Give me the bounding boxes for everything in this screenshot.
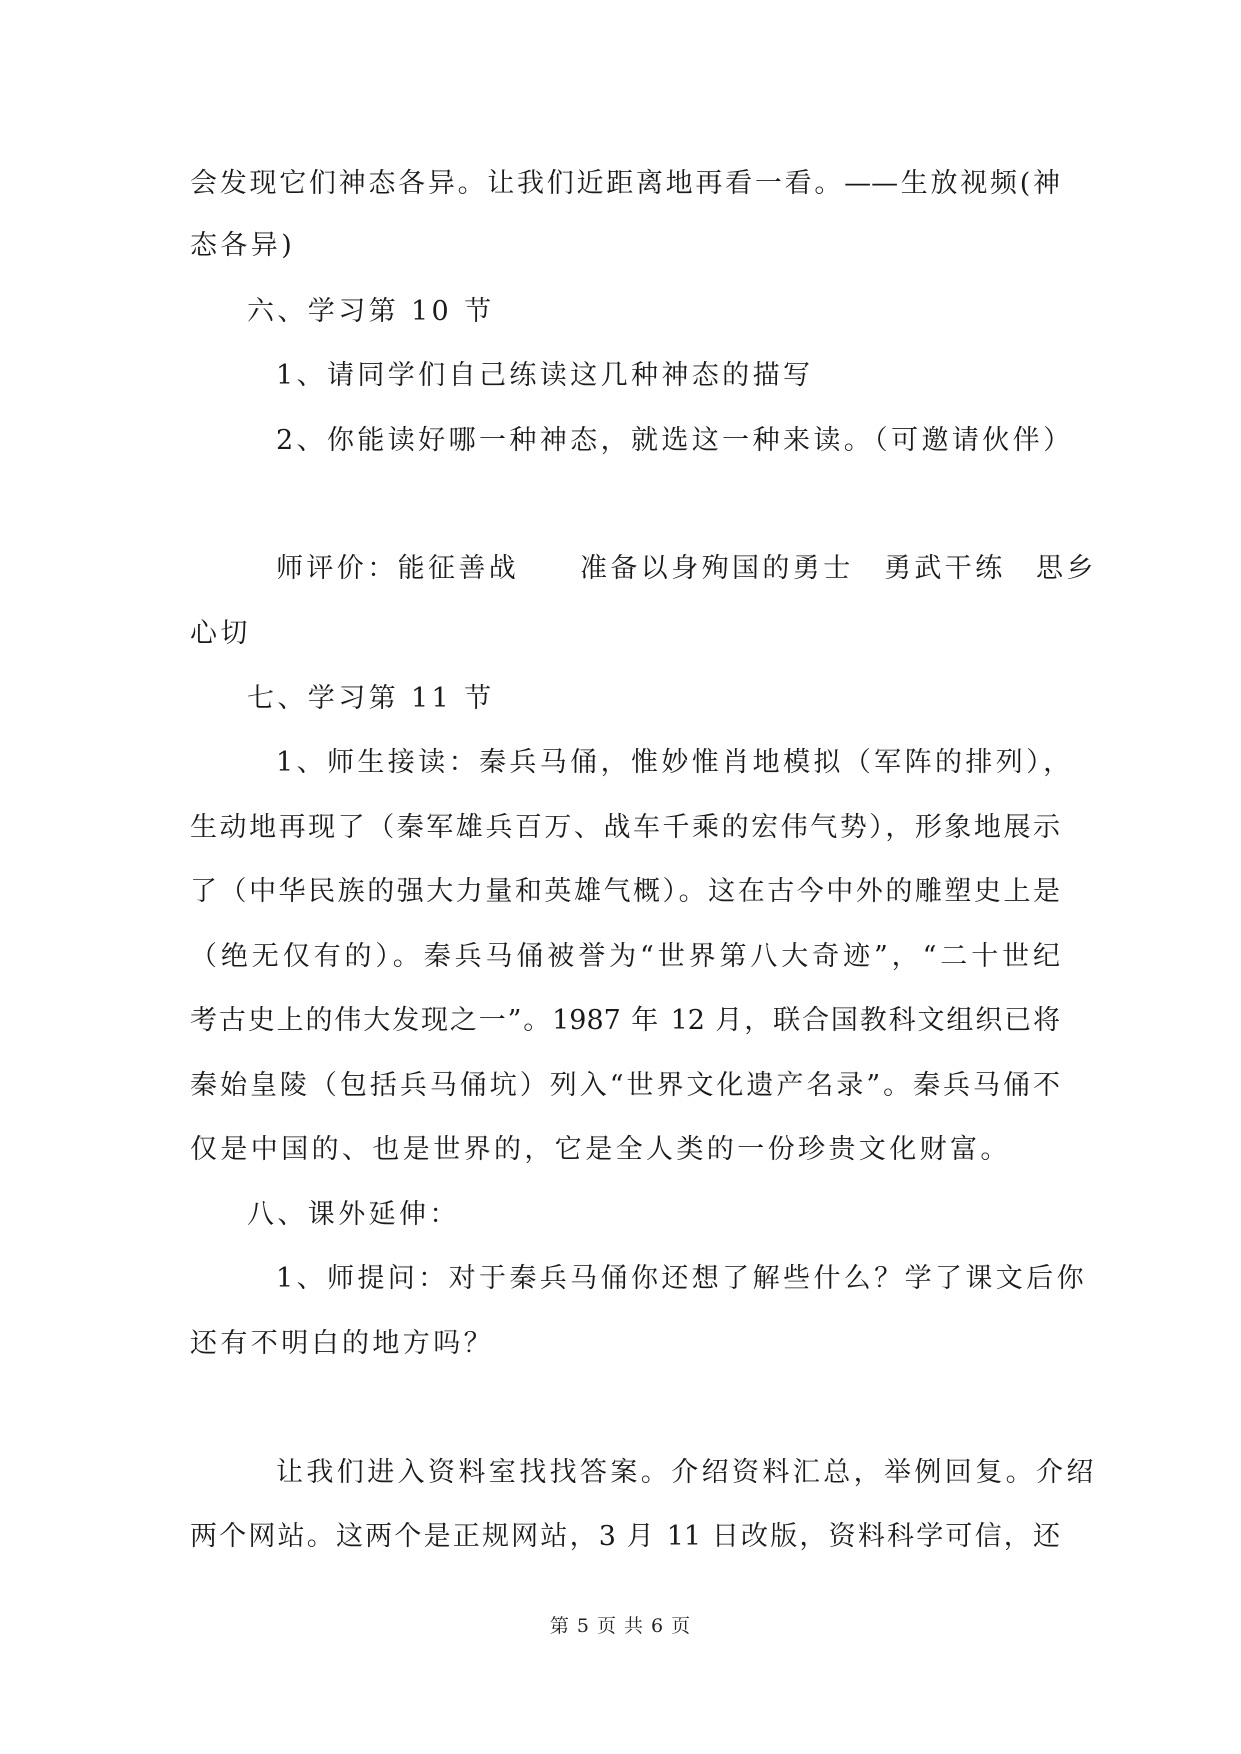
paragraph-line: 心切 (190, 618, 251, 649)
page-number-footer: 第 5 页 共 6 页 (549, 1615, 692, 1637)
paragraph-line: 了（中华民族的强大力量和英雄气概）。这在古今中外的雕塑史上是 (190, 876, 1060, 907)
paragraph-line: 考古史上的伟大发现之一”。1987 年 12 月，联合国教科文组织已将 (190, 1005, 1060, 1036)
paragraph-line: 还有不明白的地方吗？ (190, 1328, 494, 1359)
paragraph-line: 秦始皇陵（包括兵马俑坑）列入“世界文化遗产名录”。秦兵马俑不 (190, 1070, 1060, 1101)
section-heading-8: 八、课外延伸： (247, 1199, 460, 1230)
paragraph-line: 让我们进入资料室找找答案。介绍资料汇总，举例回复。介绍 (276, 1457, 1097, 1488)
paragraph-line: 师评价：能征善战 准备以身殉国的勇士 勇武干练 思乡 (276, 553, 1097, 584)
list-item: 1、请同学们自己练读这几种神态的描写 (276, 360, 814, 391)
paragraph-line: 仅是中国的、也是世界的，它是全人类的一份珍贵文化财富。 (190, 1134, 1011, 1165)
paragraph-line: 生动地再现了（秦军雄兵百万、战车千乘的宏伟气势），形象地展示 (190, 812, 1060, 843)
list-item: 2、你能读好哪一种神态，就选这一种来读。（可邀请伙伴） (276, 425, 1074, 456)
paragraph-line: 态各异) (190, 230, 296, 261)
section-heading-7: 七、学习第 11 节 (247, 683, 495, 714)
list-item: 1、师提问：对于秦兵马俑你还想了解些什么？学了课文后你 (276, 1263, 1087, 1294)
paragraph-line: 两个网站。这两个是正规网站，3 月 11 日改版，资料科学可信，还 (190, 1521, 1060, 1552)
list-item: 1、师生接读：秦兵马俑，惟妙惟肖地模拟（军阵的排列）， (276, 747, 1074, 778)
section-heading-6: 六、学习第 10 节 (247, 296, 495, 327)
paragraph-line: 会发现它们神态各异。让我们近距离地再看一看。——生放视频(神 (190, 168, 1060, 199)
paragraph-line: （绝无仅有的）。秦兵马俑被誉为“世界第八大奇迹”，“二十世纪 (190, 941, 1060, 972)
